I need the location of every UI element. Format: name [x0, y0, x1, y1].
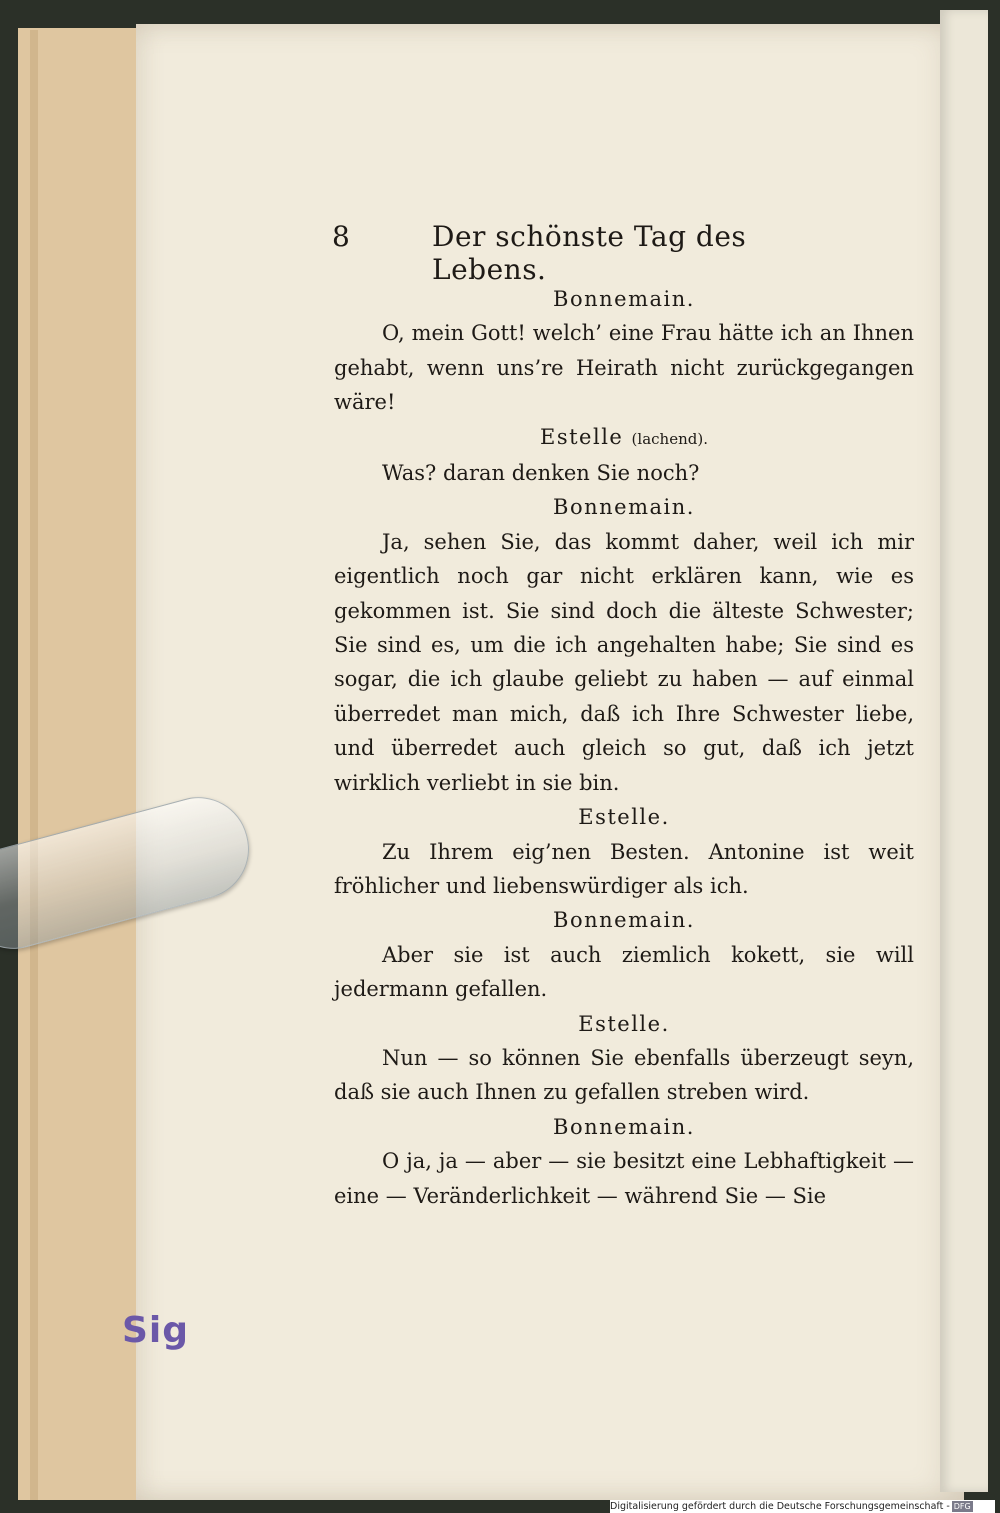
backing-edge [30, 30, 38, 1500]
speaker-name: Bonnemain. [553, 908, 695, 933]
page-edge [940, 10, 988, 1492]
page-header [332, 220, 802, 286]
speech-text: O ja, ja — aber — sie besitzt eine Lebhaftigkeit — eine — Veränderlichkeit — während Sie — Sie [334, 1149, 914, 1208]
speaker-line [334, 1110, 914, 1144]
speaker-name: Estelle. [578, 805, 670, 830]
speaker-name: Estelle [540, 424, 624, 449]
dfg-logo: DFG [953, 1502, 971, 1511]
speaker-name: Bonnemain. [553, 287, 695, 311]
footer-credit-text: Digitalisierung gefördert durch die Deutsche Forschungsgemeinschaft - [610, 1501, 950, 1512]
speaker-line [334, 800, 914, 834]
body-text [334, 282, 914, 1213]
speaker-line [334, 490, 914, 524]
page-number: 8 [332, 220, 350, 253]
speech-text: Nun — so können Sie ebenfalls überzeugt seyn, daß sie auch Ihnen zu gefallen streben wird. [334, 1045, 914, 1105]
speaker-line [334, 420, 914, 456]
speech-text: Was? daran denken Sie noch? [382, 461, 700, 486]
speaker-name: Estelle. [578, 1011, 670, 1036]
library-stamp: Sig [122, 1310, 190, 1351]
speech-text: Aber sie ist auch ziemlich kokett, sie will jedermann gefallen. [334, 942, 914, 1002]
speaker-name: Bonnemain. [553, 1114, 695, 1139]
speaker-line [334, 1007, 914, 1041]
speaker-line [334, 903, 914, 937]
running-title: Der schönste Tag des Lebens. [432, 220, 747, 286]
speech-text: O, mein Gott! welch’ eine Frau hätte ich an Ihnen gehabt, wenn uns’re Heirath nicht zurückgegangen wäre! [334, 321, 914, 415]
footer-credit [610, 1500, 995, 1513]
stage-direction: (lachend). [631, 429, 708, 448]
speaker-line [334, 282, 914, 316]
speaker-name: Bonnemain. [553, 495, 695, 520]
speech-text: Zu Ihrem eig’nen Besten. Antonine ist weit fröhlicher und liebenswürdiger als ich. [334, 839, 914, 898]
speech-text: Ja, sehen Sie, das kommt daher, weil ich mir eigentlich noch gar nicht erklären kann, wie es gekommen ist. Sie sind doch die älteste Schwester; Sie sind es, um die ich angehalten habe; Sie sind es sogar, die ich glaube geliebt zu haben — auf einmal überredet man mich, daß ich Ihre Schwester liebe, und überredet auch gleich so gut, daß ich jetzt wirklich verliebt in sie bin. [334, 529, 914, 795]
